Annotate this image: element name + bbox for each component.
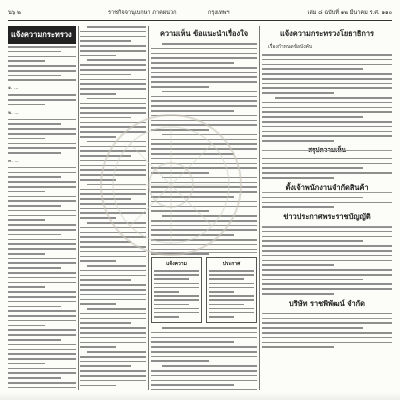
column-3-title: ความเห็น ข้อแนะนำเรื่องใจ [159,29,249,38]
column-2-text [80,26,146,386]
column-4 [262,26,392,390]
notice-box-left-title: แจ้งความ [166,261,187,267]
note-2: ๒. ... [8,110,19,116]
notice-box-right [206,257,257,323]
header-rule [8,20,392,21]
column-4-title-1: แจ้งความกระทรวงโยธาธิการ [280,29,374,38]
column-4-text-3 [262,197,392,208]
column-4-text-2 [262,158,392,179]
publication-title: ราชกิจจานุเบกษา ภาคผนวก [108,10,177,16]
section-rule [262,150,392,151]
issue-info: เล่ม ๘ ฉบับที่ ๑๒ มีนาคม ร.ศ. ๑๑๐ [307,10,392,16]
column-divider [259,26,260,390]
column-1 [8,26,76,390]
column-divider [78,26,79,390]
bottom-edge [0,392,400,400]
column-4-title-2: ตั้งเจ้าพนักงานจำกัดสินค้า [285,182,369,192]
column-4-text-4 [262,226,392,295]
column-3-lower [151,327,257,390]
section-rule [151,252,257,253]
section-rule [262,318,392,319]
note-1: ๑. ... [8,86,19,92]
column-1-text [8,46,76,390]
column-4-title-4: บริษัท ราชพิพัฒน์ จำกัด [289,298,365,308]
section-rule [262,192,392,193]
column-4-subtitle-1: เรื่องกำหนดข้อบังคับ [268,44,313,50]
column-3-text [151,43,257,255]
column-1-banner: แจ้งความกระทรวง [8,26,76,44]
column-4-heading-2: สรุปความเห็น [308,145,346,154]
column-2 [80,26,146,390]
column-4-text-1 [262,54,392,142]
note-3: ๓. ... [8,158,19,164]
notice-box-left [151,257,202,323]
page-header [8,7,392,19]
column-3-lower-text [151,327,257,390]
column-divider [148,26,149,390]
publication-place: กรุงเทพฯ [208,10,230,16]
notice-box-right-title: ประกาศ [222,261,241,267]
section-rule [262,226,392,227]
page-number: น๖ ๒ [8,10,21,16]
column-4-title-3: ข่าวประกาศพระราชบัญญัติ [283,212,371,222]
notice-boxes [151,257,257,323]
